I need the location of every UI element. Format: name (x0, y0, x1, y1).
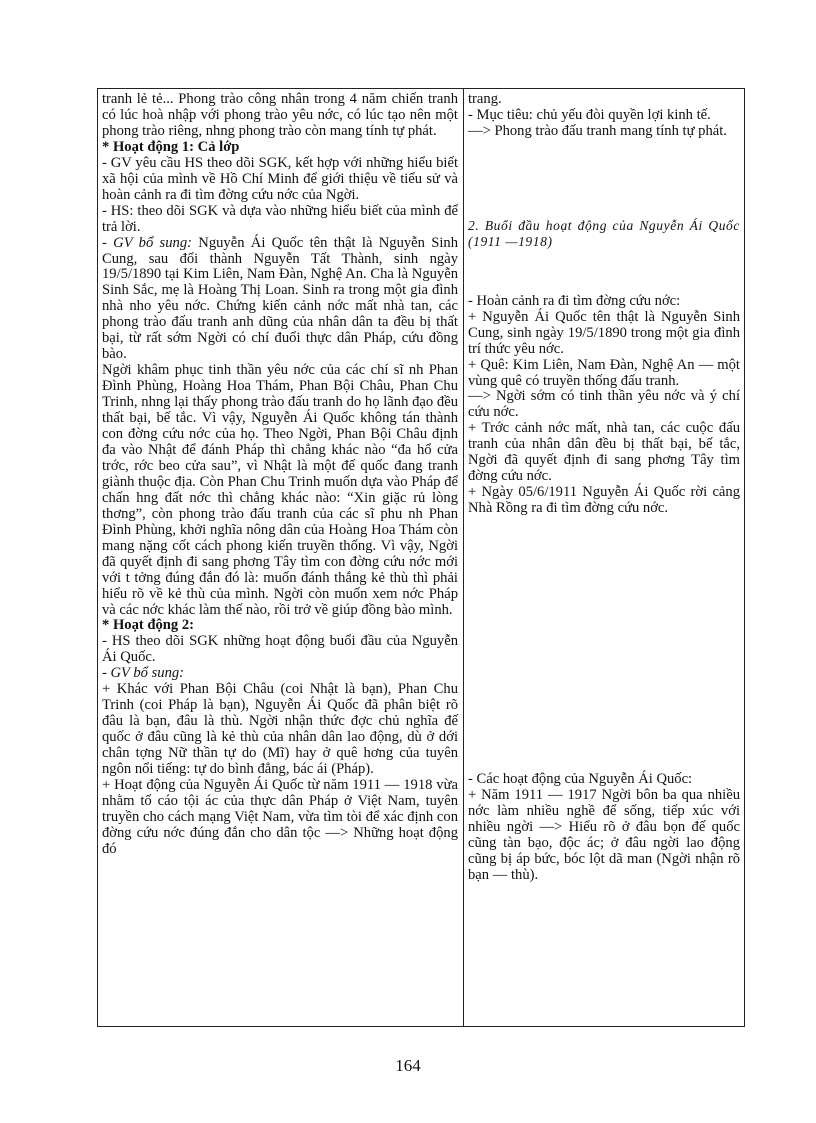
paragraph-teacher-request: - GV yêu cầu HS theo dõi SGK, kết hợp với những hiểu biết xã hội của mình về Hồ Chí Minh để giới thiệu về tiểu sử và hoàn cảnh ra đi tìm đờng cứu nớc của Ngời. (102, 154, 458, 203)
page-number: 164 (395, 1056, 421, 1075)
paragraph-student-response: - HS: theo dõi SGK và dựa vào những hiểu biết của mình để trả lời. (102, 202, 458, 235)
right-text-circumstances: - Hoàn cảnh ra đi tìm đờng cứu nớc: (468, 292, 681, 309)
right-text-departure: + Ngày 05/6/1911 Nguyễn Ái Quốc rời cảng Nhà Rồng ra đi tìm đờng cứu nớc. (468, 484, 740, 517)
right-text-decision: + Trớc cảnh nớc mất, nhà tan, các cuộc đấu tranh của nhân dân đều bị thất bại, bế tắc, Ngời đã quyết định đi sang phơng Tây tìm đờng cứu nớc. (468, 420, 740, 485)
right-text-objective: - Mục tiêu: chủ yếu đòi quyền lợi kinh tế. (468, 106, 711, 123)
right-text-hometown: + Quê: Kim Liên, Nam Đàn, Nghệ An — một vùng quê có truyền thống đấu tranh. (468, 356, 740, 389)
activity-1-heading: * Hoạt động 1: Cả lớp (102, 138, 240, 155)
column-divider (463, 89, 464, 1026)
paragraph-activities-1911-1918: + Hoạt động của Nguyễn Ái Quốc từ năm 1911 — 1918 vừa nhằm tố cáo tội ác của thực dân Pháp ở Việt Nam, tuyên truyền cho cách mạng Việt Nam, vừa tìm tòi để xác định con đờng cứu nớc đúng đắn cho dân tộc —> Những hoạt động đó (102, 776, 458, 857)
teacher-supplement-label: - GV bổ sung: (102, 234, 192, 251)
right-text-patriotism: —> Ngời sớm có tinh thần yêu nớc và ý chí cứu nớc. (468, 388, 740, 421)
paragraph-patriots: Ngời khâm phục tinh thần yêu nớc của các chí sĩ nh Phan Đình Phùng, Hoàng Hoa Thám, Phan Bội Châu, Phan Chu Trinh, nhng lại thấy phong trào đấu tranh do họ lãnh đạo đều thất bại, bế tắc. Vì vậy, Nguyễn Ái Quốc không tán thành con đờng cứu nớc của họ. Theo Ngời, Phan Bội Châu định đa vào Nhật để đánh Pháp thì chẳng khác nào “đa hổ cửa trớc, rớc beo cửa sau”, vì Nhật là một đế quốc đang tranh giành thuộc địa. Còn Phan Chu Trinh muốn dựa vào Pháp để chấn hng đất nớc thì chẳng khác nào: “Xin giặc rủ lòng thơng”, còn phong trào đấu tranh của các sĩ phu nh Phan Đình Phùng, khởi nghĩa nông dân của Hoàng Hoa Thám còn mang nặng cốt cách phong kiến truyền thống. Vì vậy, Ngời đã quyết định đi sang phơng Tây tìm con đờng cứu nớc mới với t tởng đúng đắn đó là: muốn đánh thắng kẻ thù thì phải hiểu rõ về kẻ thù của mình. Ngời còn muốn xem nớc Pháp và các nớc khác làm thế nào, rồi trở về giúp đồng bào mình. (102, 362, 458, 618)
lesson-table (97, 88, 745, 1027)
section-title-nguyen-ai-quoc: 2. Buổi đầu hoạt động của Nguyễn Ái Quốc (1911 —1918) (468, 217, 740, 249)
paragraph-teacher-supplement-1 (102, 236, 458, 364)
paragraph-friend-enemy: + Khác với Phan Bội Châu (coi Nhật là bạn), Phan Chu Trinh (coi Pháp là bạn), Nguyễn Ái Quốc đã phân biệt rõ đâu là bạn, đâu là thù. Ngời nhận thức đợc chủ nghĩa đế quốc ở đâu cũng là kẻ thù của nhân dân lao động, dù ở dới chân tợng Nữ thần tự do (Mĩ) hay ở quê hơng của tuyên ngôn nổi tiếng: tự do bình đẳng, bác ái (Pháp). (102, 681, 458, 778)
lesson-content-column (468, 92, 740, 884)
paragraph-student-follow: - HS theo dõi SGK những hoạt động buổi đầu của Nguyễn Ái Quốc. (102, 633, 458, 666)
right-text-trang: trang. (468, 91, 502, 107)
teacher-supplement-label-2: - GV bổ sung: (102, 665, 185, 682)
right-text-spontaneous: —> Phong trào đấu tranh mang tính tự phát. (468, 122, 727, 139)
right-text-activities-heading: - Các hoạt động của Nguyễn Ái Quốc: (468, 771, 693, 788)
teacher-student-activities-column (102, 92, 458, 858)
activity-2-heading: * Hoạt động 2: (102, 617, 195, 634)
right-text-activities-1911-1917: + Năm 1911 — 1917 Ngời bôn ba qua nhiều nớc làm nhiều nghề để sống, tiếp xúc với nhiều ngời —> Hiểu rõ ở đâu bọn đế quốc cũng tàn bạo, độc ác; ở đâu ngời lao động cũng bị áp bức, bóc lột dã man (Ngời nhận rõ bạn — thù). (468, 787, 740, 883)
right-text-real-name: + Nguyễn Ái Quốc tên thật là Nguyễn Sinh Cung, sinh ngày 19/5/1890 trong một gia đình trí thức yêu nớc. (468, 308, 740, 357)
paragraph-workers-movement: tranh lẻ tẻ... Phong trào công nhân trong 4 năm chiến tranh có lúc hoà nhập với phong trào yêu nớc, có lúc tạo nên một phong trào riêng, nhng phong trào còn mang tính tự phát. (102, 91, 458, 139)
teacher-supplement-text: Nguyễn Ái Quốc tên thật là Nguyễn Sinh Cung, sau đổi thành Nguyễn Tất Thành, sinh ngày 19/5/1890 tại Kim Liên, Nam Đàn, Nghệ An. Cha là Nguyễn Sinh Sắc, mẹ là Hoàng Thị Loan. Sinh ra trong một gia đình nhà nho yêu nớc. Chứng kiến cảnh nớc mất nhà tan, các phong trào đấu tranh anh dũng của nhân dân ta đều bị thất bại, từ rất sớm Ngời có chí đuổi thực dân Pháp, cứu đồng bào. (102, 234, 458, 363)
